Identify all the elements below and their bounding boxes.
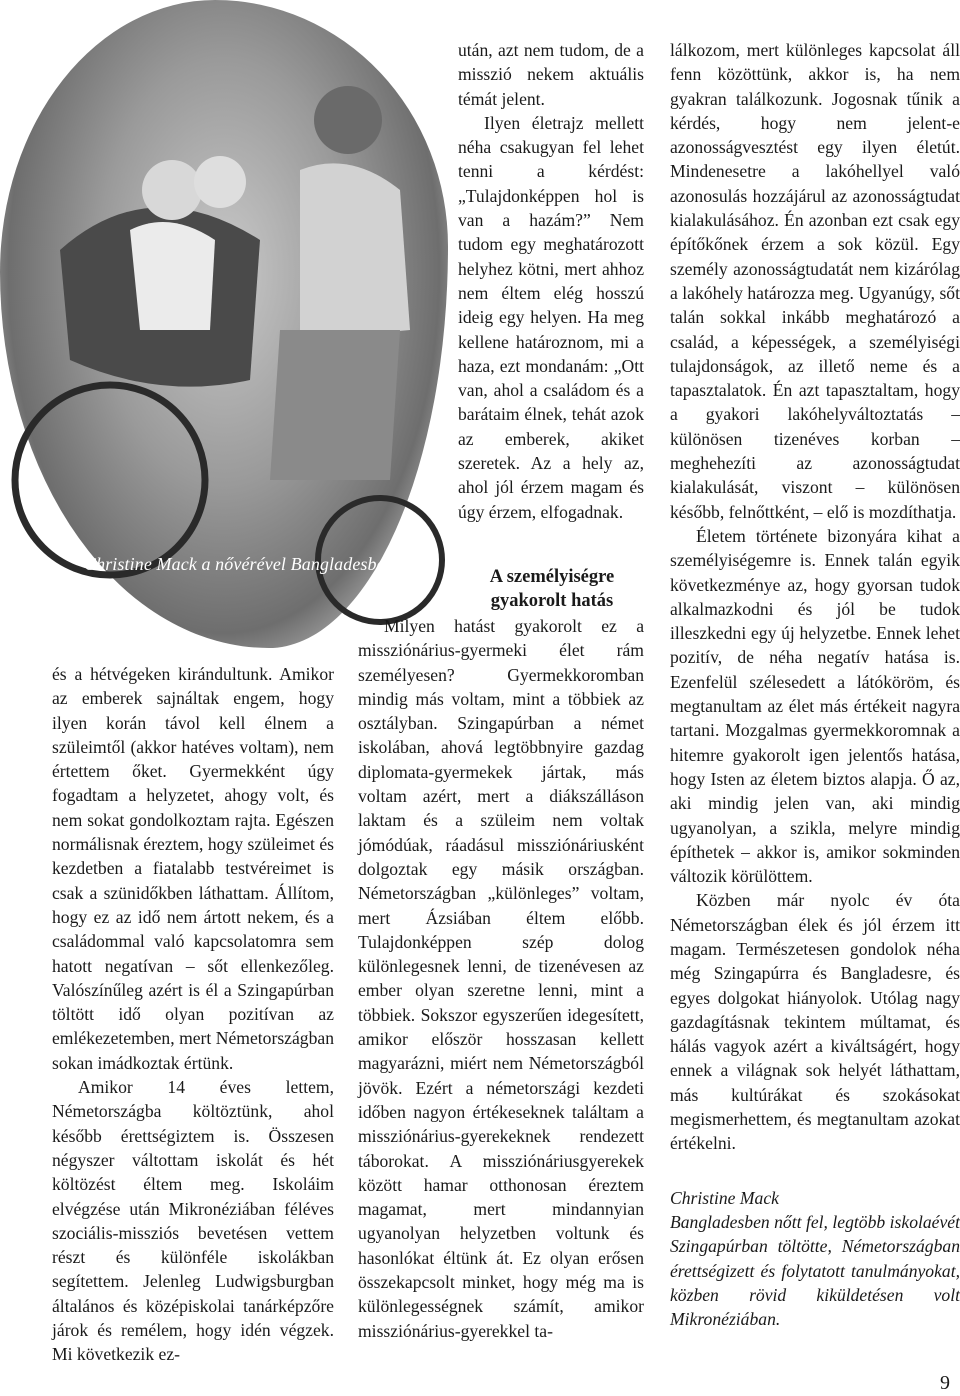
paragraph: Amikor 14 éves lettem, Németországba költöztünk, ahol később érettségiztem is. Összesen négyszer váltottam iskolát és hét költözést éltem meg. Iskoláim elvégzése után Mikronéziában féléves szociális-missziós bevetésen vettem részt és különféle iskolákban segítettem. Jelenleg Ludwigsburgban általános és középiskolai tanárképzőre járok és remélem, hogy idén végzek. Mi következik ez- xyxy=(52,1077,334,1365)
paragraph: Közben már nyolc év óta Németországban élek és jól érzem itt magam. Természetesen gondolok néha még Szingapúrra és Bangladesre, és egyes dolgokat hiányolok. Utólag nagy gazdagításnak tekintem múltamat, és hálás vagyok azért a kiváltságért, hogy ennek a világnak sok helyét láthattam, más kultúrákat és szokásokat megismerhettem, és megtanultam azokat értékelni. xyxy=(670,890,960,1154)
child-face-2 xyxy=(194,156,246,208)
photo-rickshaw xyxy=(0,0,448,648)
column-middle-bottom xyxy=(358,614,644,1343)
author-bio: Bangladesben nőtt fel, legtöbb iskolaévét Szingapúrban töltötte, Németországban érettségizett és folytatott tanulmányokat, közben rövid kiküldetésen volt Mikronéziában. xyxy=(670,1211,960,1330)
driver-lungi xyxy=(270,330,400,480)
paragraph: Ilyen életrajz mellett néha csakugyan fel lehet tenni a kérdést: „Tulajdonképpen hol is van a hazám?” Nem tudom egy meghatározott helyhez kötni, mert ahhoz nem éltem elég hosszú ideig egy helyen. Ha meg kellene határoznom, mi a haza, ezt mondanám: „Ott van, ahol a családom és a barátaim élnek, tehát azok az emberek, akiket szeretek. Az a hely az, ahol jól érzem magam és úgy érzem, elfogadnak. xyxy=(458,112,644,522)
paragraph: lálkozom, mert különleges kapcsolat áll fenn közöttünk, akkor is, ha nem gyakran találkozunk. Jogosnak tűnik a kérdés, hogy nem jelent-e azonosságvesztést egy ilyen életút. Mindenesetre a lakóhellyel való azonosulás hozzájárul az azonosságtudat kialakulásához. Én azonban ezt csak egy építőkőnek érzem a sok közül. Egy személy azonosságtudatát nem kizárólag a lakóhely határozza meg. Ugyanúgy, sőt talán sokkal inkább meghatározó a család, a képességek, a személyiségi tulajdonságok, az illető neme és a tapasztalatok. Én azt tapasztaltam, hogy a gyakori lakóhelyváltoztatás – különösen tizenéves korban – meghehezíti az azonosságtudat kialakulását, viszont – különösen később, felnőttként, – elő is mozdíthatja. xyxy=(670,40,960,522)
child-face-1 xyxy=(142,160,202,220)
rickshaw-wheel-left xyxy=(15,385,205,575)
section-heading: A személyiségre gyakorolt hatás xyxy=(489,567,615,611)
child-dress xyxy=(130,222,215,330)
paragraph: Életem története bizonyára kihat a személyiségemre is. Ennek talán egyik következménye az, hogy gyorsan tudok alkalmazkodni és jól be tudok illeszkedni egy új helyzetbe. Ennek lehet pozitív, de néha negatív hatása is. Ezenfelül szélesedett a látóköröm, és megtanultam az élet más értékeit nagyra tartani. Mozgalmas gyermekkoromnak a hitemre gyakorolt igen jelentős hatása, hogy Isten az életem biztos alapja. Ő az, aki mindig jelen van, aki mindig ugyanolyan, a szikla, melyre mindig építhetek – akkor is, amikor sokminden változik körülöttem. xyxy=(670,525,960,887)
driver-shirt xyxy=(300,163,410,340)
paragraph: után, azt nem tudom, de a misszió nekem aktuális témát jelent. xyxy=(458,40,644,109)
column-left xyxy=(52,662,334,1367)
column-middle-top xyxy=(458,38,644,524)
paragraph: Milyen hatást gyakorolt ez a missziónárius-gyermeki élet rám személyesen? Gyermekkoromban mindig más voltam, mint a többiek az osztályban. Szingapúrban a német iskolában, ahová legtöbbnyire gazdag diplomata-gyermekek jártak, más voltam azért, mert a diákszálláson laktam és a szüleim nem voltak jómódúak, ráadásul missziónáriusként dolgoztak egy másik országban. Németországban „különleges” voltam, mert Ázsiában éltem előbb. Tulajdonképpen szép dolog különlegesnek lenni, de tizenévesen az ember olyan szeretne lenni, mint a többiek. Sokszor egyszerűen idegesített, amikor először hosszasan kellett magyarázni, miért nem Németországból jövök. Ezért a németországi kezdeti időben nagyon értékeseknek találtam a missziónárius-gyerekeknek rendezett táborokat. A missziónáriusgyerekek között hamar otthonosan éreztem magamat, mert mindannyian ugyanolyan helyzetben voltunk és hasonlókat éltünk át. Ez olyan erősen összekapcsolt minket, hogy még ma is különlegességnek számít, amikor missziónárius-gyerekkel ta- xyxy=(358,616,644,1341)
photo-illustration xyxy=(0,0,448,648)
driver-head xyxy=(314,86,382,154)
column-right xyxy=(670,38,960,1331)
page-number: 9 xyxy=(940,1372,950,1394)
photo-caption: Christine Mack a nővérével Bangladesben xyxy=(84,554,394,574)
author-name: Christine Mack xyxy=(670,1187,779,1208)
paragraph: és a hétvégeken kirándultunk. Amikor az emberek sajnáltak engem, hogy ilyen korán távol kell élnem a szüleimtől (akkor hatéves voltam), nem értettem őket. Gyermekként úgy fogadtam a helyzetet, ahogy volt, és nem sokat gondolkoztam rajta. Egészen normálisnak éreztem, hogy szüleimet és kezdetben a fiatalabb testvéreimet is csak a szünidőkben láthattam. Állítom, hogy ez az idő nem ártott nekem, és a családommal való kapcsolatomra sem hatott negatívan – sőt ellenkezőleg. Valószínűleg azért is él a Szingapúrban töltött idő olyan pozitívan az emlékezetemben, mert Németországban sokan imádkoztak értünk. xyxy=(52,664,334,1073)
